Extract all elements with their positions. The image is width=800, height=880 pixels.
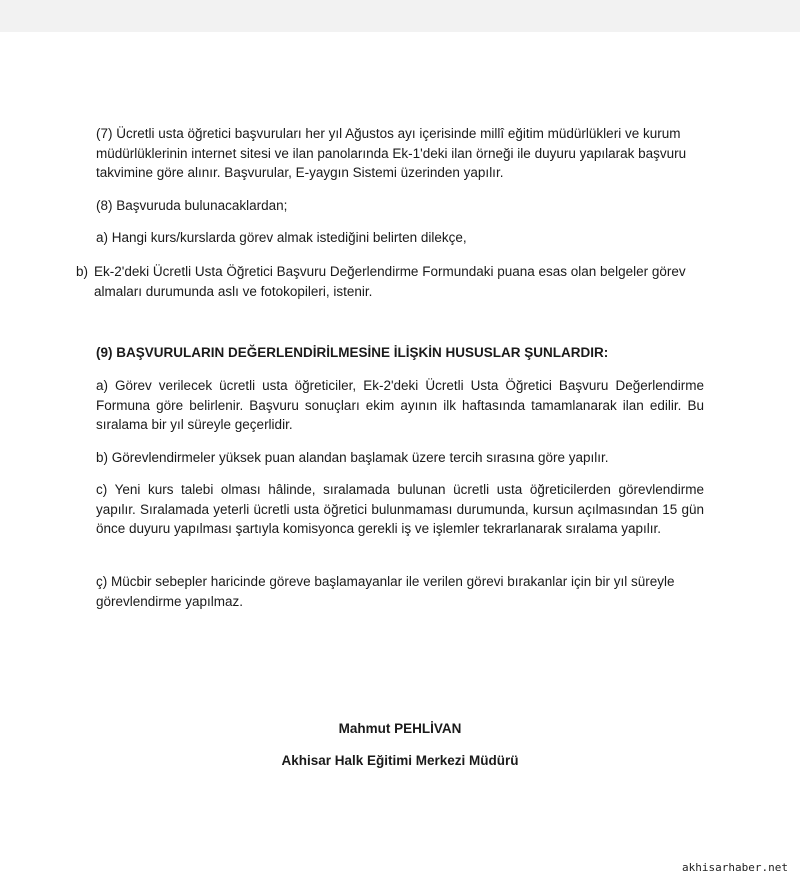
paragraph-9-item-c-cedilla: ç) Mücbir sebepler haricinde göreve başlamayanlar ile verilen görevi bırakanlar için bir yıl süreyle görevlendirme yapılmaz.: [96, 574, 675, 609]
paragraph-8-item-b: [76, 262, 706, 301]
document-page: [0, 32, 800, 880]
paragraph-9-item-c: c) Yeni kurs talebi olması hâlinde, sıralamada bulunan ücretli usta öğreticilerden görevlendirme yapılır. Sıralamada yeterli ücretli usta öğretici bulunmaması durumunda, kursun açılmasından 15 gün önce duyuru yapılması şartıyla komisyonca gerekli iş ve işlemler tekrarlanarak sıralama yapılır.: [96, 482, 704, 536]
site-watermark: akhisarhaber.net: [682, 861, 788, 874]
item-b-label: b): [76, 264, 89, 279]
paragraph-9-item-b: b) Görevlendirmeler yüksek puan alandan başlamak üzere tercih sırasına göre yapılır.: [96, 450, 609, 465]
section-9-heading: (9) BAŞVURULARIN DEĞERLENDİRİLMESİNE İLİŞKİN HUSUSLAR ŞUNLARDIR:: [96, 345, 609, 360]
paragraph-8-intro: (8) Başvuruda bulunacaklardan;: [96, 198, 288, 213]
paragraph-8-item-a: a) Hangi kurs/kurslarda görev almak istediğini belirten dilekçe,: [96, 230, 467, 245]
paragraph-7: (7) Ücretli usta öğretici başvuruları her yıl Ağustos ayı içerisinde millî eğitim müdürlükleri ve kurum müdürlüklerinin internet sitesi ve ilan panolarında Ek-1'deki ilan örneği ile duyuru yapılarak başvuru takvimine göre alınır. Başvurular, E-yaygın Sistemi üzerinden yapılır.: [96, 126, 687, 180]
signatory-title: Akhisar Halk Eğitimi Merkezi Müdürü: [281, 753, 519, 768]
paragraph-9-item-a: a) Görev verilecek ücretli usta öğreticiler, Ek-2'deki Ücretli Usta Öğretici Başvuru Değerlendirme Formuna göre belirlenir. Başvuru sonuçları ekim ayının ilk haftasında tamamlanarak ilan edilir. Bu sıralama bir yıl süreyle geçerlidir.: [96, 378, 704, 432]
item-b-text: Ek-2'deki Ücretli Usta Öğretici Başvuru Değerlendirme Formundaki puana esas olan belgeler görev almaları durumunda aslı ve fotokopileri, istenir.: [94, 264, 686, 299]
signatory-name: Mahmut PEHLİVAN: [338, 721, 462, 736]
